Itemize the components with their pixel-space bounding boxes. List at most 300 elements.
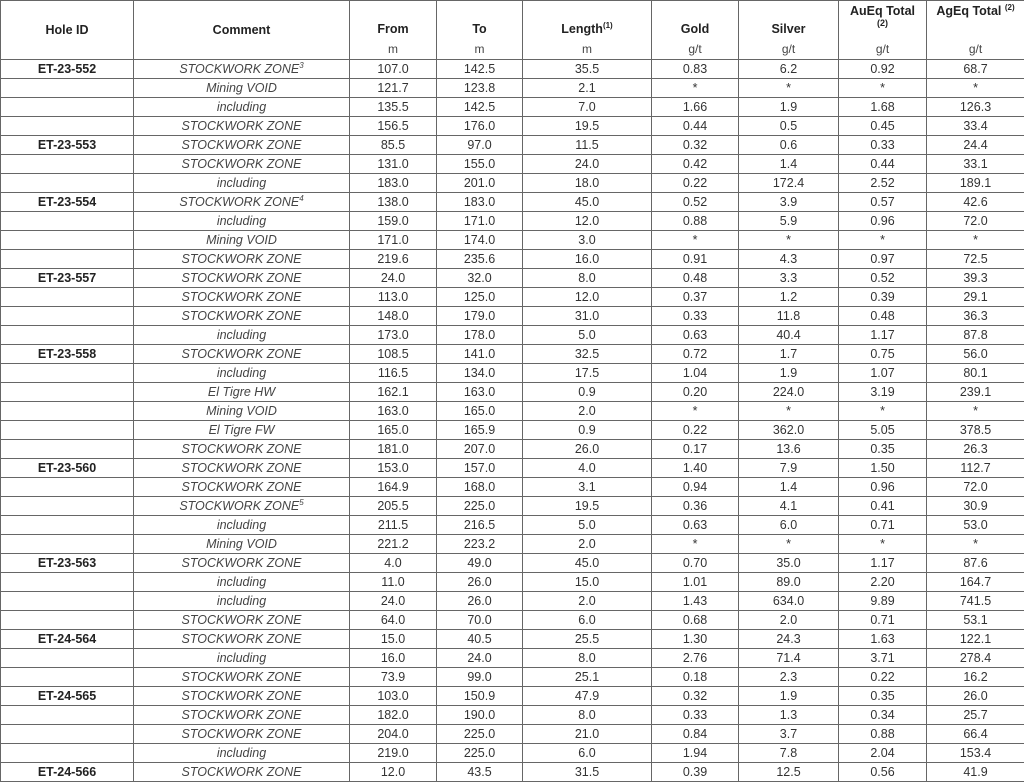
gold-cell: 0.17 xyxy=(652,440,739,459)
silver-cell: 6.0 xyxy=(739,516,839,535)
comment-cell xyxy=(134,535,350,554)
ageq-cell: 66.4 xyxy=(927,725,1024,744)
aueq-cell: 1.63 xyxy=(839,630,927,649)
length-cell: 0.9 xyxy=(523,383,652,402)
ageq-cell: 25.7 xyxy=(927,706,1024,725)
hole-id-cell xyxy=(1,250,134,269)
silver-cell: 13.6 xyxy=(739,440,839,459)
to-cell: 24.0 xyxy=(437,649,523,668)
header-aueq-footnote: (2) xyxy=(841,18,924,28)
comment-text: STOCKWORK ZONE xyxy=(182,290,302,304)
aueq-cell: * xyxy=(839,535,927,554)
length-cell: 21.0 xyxy=(523,725,652,744)
length-cell: 5.0 xyxy=(523,326,652,345)
silver-cell: 12.5 xyxy=(739,763,839,782)
aueq-cell: * xyxy=(839,402,927,421)
gold-cell: 0.22 xyxy=(652,421,739,440)
table-row xyxy=(1,573,1024,592)
hole-id-cell: ET-23-553 xyxy=(1,136,134,155)
length-cell: 3.0 xyxy=(523,231,652,250)
silver-cell: * xyxy=(739,535,839,554)
header-length-label: Length xyxy=(561,22,603,36)
length-cell: 12.0 xyxy=(523,288,652,307)
silver-cell: 0.5 xyxy=(739,117,839,136)
length-cell: 31.5 xyxy=(523,763,652,782)
table-row xyxy=(1,117,1024,136)
aueq-cell: 0.71 xyxy=(839,516,927,535)
hole-id-cell: ET-24-564 xyxy=(1,630,134,649)
hole-id-cell: ET-23-563 xyxy=(1,554,134,573)
comment-cell xyxy=(134,630,350,649)
gold-cell: 0.20 xyxy=(652,383,739,402)
to-cell: 40.5 xyxy=(437,630,523,649)
length-cell: 35.5 xyxy=(523,60,652,79)
table-row xyxy=(1,383,1024,402)
comment-text: STOCKWORK ZONE xyxy=(182,480,302,494)
gold-cell: * xyxy=(652,402,739,421)
ageq-cell: 112.7 xyxy=(927,459,1024,478)
to-cell: 223.2 xyxy=(437,535,523,554)
aueq-cell: 5.05 xyxy=(839,421,927,440)
comment-text: STOCKWORK ZONE xyxy=(182,252,302,266)
comment-text: STOCKWORK ZONE xyxy=(182,309,302,323)
table-row xyxy=(1,554,1024,573)
comment-cell xyxy=(134,421,350,440)
comment-text: STOCKWORK ZONE xyxy=(182,613,302,627)
table-row xyxy=(1,288,1024,307)
length-cell: 18.0 xyxy=(523,174,652,193)
hole-id-cell xyxy=(1,79,134,98)
length-cell: 45.0 xyxy=(523,193,652,212)
silver-cell: 11.8 xyxy=(739,307,839,326)
gold-cell: 0.44 xyxy=(652,117,739,136)
comment-text: Mining VOID xyxy=(206,233,277,247)
aueq-cell: 0.22 xyxy=(839,668,927,687)
ageq-cell: 56.0 xyxy=(927,345,1024,364)
table-row xyxy=(1,668,1024,687)
comment-text: STOCKWORK ZONE xyxy=(179,62,299,76)
gold-cell: 1.43 xyxy=(652,592,739,611)
comment-text: including xyxy=(217,366,266,380)
to-cell: 174.0 xyxy=(437,231,523,250)
from-cell: 211.5 xyxy=(350,516,437,535)
to-cell: 49.0 xyxy=(437,554,523,573)
aueq-cell: 1.07 xyxy=(839,364,927,383)
from-cell: 73.9 xyxy=(350,668,437,687)
from-cell: 163.0 xyxy=(350,402,437,421)
aueq-cell: 0.44 xyxy=(839,155,927,174)
aueq-cell: 2.52 xyxy=(839,174,927,193)
aueq-cell: 0.75 xyxy=(839,345,927,364)
table-row xyxy=(1,326,1024,345)
gold-cell: 1.66 xyxy=(652,98,739,117)
length-cell: 5.0 xyxy=(523,516,652,535)
from-cell: 205.5 xyxy=(350,497,437,516)
ageq-cell: * xyxy=(927,535,1024,554)
length-cell: 47.9 xyxy=(523,687,652,706)
from-cell: 16.0 xyxy=(350,649,437,668)
aueq-cell: 0.96 xyxy=(839,478,927,497)
header-hole-id: Hole ID xyxy=(1,1,134,60)
length-cell: 12.0 xyxy=(523,212,652,231)
comment-cell xyxy=(134,554,350,573)
gold-cell: 0.63 xyxy=(652,516,739,535)
comment-cell xyxy=(134,193,350,212)
table-row xyxy=(1,269,1024,288)
silver-cell: 4.1 xyxy=(739,497,839,516)
comment-cell xyxy=(134,136,350,155)
length-cell: 4.0 xyxy=(523,459,652,478)
from-cell: 181.0 xyxy=(350,440,437,459)
hole-id-cell: ET-24-566 xyxy=(1,763,134,782)
length-cell: 3.1 xyxy=(523,478,652,497)
header-silver: Silver xyxy=(739,1,839,40)
ageq-cell: 30.9 xyxy=(927,497,1024,516)
gold-cell: * xyxy=(652,79,739,98)
hole-id-cell xyxy=(1,535,134,554)
silver-cell: 1.4 xyxy=(739,478,839,497)
aueq-cell: 0.35 xyxy=(839,440,927,459)
table-row xyxy=(1,212,1024,231)
ageq-cell: * xyxy=(927,231,1024,250)
hole-id-cell xyxy=(1,592,134,611)
table-row xyxy=(1,630,1024,649)
ageq-cell: 29.1 xyxy=(927,288,1024,307)
comment-footnote: 3 xyxy=(299,61,303,70)
length-cell: 7.0 xyxy=(523,98,652,117)
hole-id-cell xyxy=(1,649,134,668)
silver-cell: 35.0 xyxy=(739,554,839,573)
ageq-cell: 26.3 xyxy=(927,440,1024,459)
gold-cell: * xyxy=(652,231,739,250)
silver-cell: 3.7 xyxy=(739,725,839,744)
unit-length: m xyxy=(523,39,652,60)
table-row xyxy=(1,79,1024,98)
ageq-cell: 53.1 xyxy=(927,611,1024,630)
aueq-cell: 0.41 xyxy=(839,497,927,516)
aueq-cell: 0.48 xyxy=(839,307,927,326)
to-cell: 201.0 xyxy=(437,174,523,193)
from-cell: 182.0 xyxy=(350,706,437,725)
from-cell: 173.0 xyxy=(350,326,437,345)
comment-text: including xyxy=(217,328,266,342)
silver-cell: 1.2 xyxy=(739,288,839,307)
ageq-cell: 68.7 xyxy=(927,60,1024,79)
table-row xyxy=(1,193,1024,212)
from-cell: 131.0 xyxy=(350,155,437,174)
gold-cell: 1.94 xyxy=(652,744,739,763)
table-header xyxy=(1,1,1024,60)
length-cell: 31.0 xyxy=(523,307,652,326)
silver-cell: * xyxy=(739,79,839,98)
comment-cell xyxy=(134,592,350,611)
hole-id-cell xyxy=(1,364,134,383)
table-row xyxy=(1,725,1024,744)
to-cell: 26.0 xyxy=(437,592,523,611)
aueq-cell: 0.52 xyxy=(839,269,927,288)
from-cell: 12.0 xyxy=(350,763,437,782)
length-cell: 8.0 xyxy=(523,269,652,288)
hole-id-cell xyxy=(1,725,134,744)
ageq-cell: 122.1 xyxy=(927,630,1024,649)
table-row xyxy=(1,649,1024,668)
comment-footnote: 5 xyxy=(299,498,303,507)
ageq-cell: 164.7 xyxy=(927,573,1024,592)
comment-text: STOCKWORK ZONE xyxy=(182,442,302,456)
to-cell: 165.9 xyxy=(437,421,523,440)
table-row xyxy=(1,744,1024,763)
to-cell: 171.0 xyxy=(437,212,523,231)
table-row xyxy=(1,307,1024,326)
gold-cell: 0.18 xyxy=(652,668,739,687)
length-cell: 6.0 xyxy=(523,744,652,763)
table-row xyxy=(1,706,1024,725)
gold-cell: 0.70 xyxy=(652,554,739,573)
comment-cell xyxy=(134,573,350,592)
comment-cell xyxy=(134,326,350,345)
hole-id-cell: ET-23-554 xyxy=(1,193,134,212)
aueq-cell: 1.17 xyxy=(839,326,927,345)
from-cell: 219.0 xyxy=(350,744,437,763)
comment-text: including xyxy=(217,746,266,760)
hole-id-cell: ET-23-557 xyxy=(1,269,134,288)
to-cell: 125.0 xyxy=(437,288,523,307)
comment-text: STOCKWORK ZONE xyxy=(182,461,302,475)
from-cell: 64.0 xyxy=(350,611,437,630)
table-row xyxy=(1,763,1024,782)
gold-cell: 0.84 xyxy=(652,725,739,744)
comment-text: including xyxy=(217,100,266,114)
comment-cell xyxy=(134,383,350,402)
gold-cell: 0.72 xyxy=(652,345,739,364)
length-cell: 0.9 xyxy=(523,421,652,440)
comment-cell xyxy=(134,364,350,383)
from-cell: 135.5 xyxy=(350,98,437,117)
length-cell: 32.5 xyxy=(523,345,652,364)
silver-cell: 3.3 xyxy=(739,269,839,288)
aueq-cell: 0.97 xyxy=(839,250,927,269)
header-ageq-footnote: (2) xyxy=(1005,3,1015,12)
comment-cell xyxy=(134,497,350,516)
ageq-cell: 239.1 xyxy=(927,383,1024,402)
comment-cell xyxy=(134,155,350,174)
to-cell: 123.8 xyxy=(437,79,523,98)
header-ageq-label: AgEq Total xyxy=(936,4,1001,18)
header-from: From xyxy=(350,1,437,40)
header-length xyxy=(523,1,652,40)
from-cell: 108.5 xyxy=(350,345,437,364)
length-cell: 16.0 xyxy=(523,250,652,269)
gold-cell: 0.33 xyxy=(652,706,739,725)
gold-cell: 0.63 xyxy=(652,326,739,345)
to-cell: 216.5 xyxy=(437,516,523,535)
aueq-cell: 0.71 xyxy=(839,611,927,630)
unit-silver: g/t xyxy=(739,39,839,60)
silver-cell: 172.4 xyxy=(739,174,839,193)
silver-cell: 89.0 xyxy=(739,573,839,592)
gold-cell: 0.94 xyxy=(652,478,739,497)
table-row xyxy=(1,231,1024,250)
from-cell: 116.5 xyxy=(350,364,437,383)
silver-cell: 1.9 xyxy=(739,98,839,117)
ageq-cell: * xyxy=(927,402,1024,421)
silver-cell: 2.0 xyxy=(739,611,839,630)
hole-id-cell xyxy=(1,98,134,117)
from-cell: 183.0 xyxy=(350,174,437,193)
from-cell: 138.0 xyxy=(350,193,437,212)
comment-cell xyxy=(134,478,350,497)
ageq-cell: 16.2 xyxy=(927,668,1024,687)
comment-text: STOCKWORK ZONE xyxy=(182,347,302,361)
to-cell: 225.0 xyxy=(437,744,523,763)
header-to: To xyxy=(437,1,523,40)
to-cell: 97.0 xyxy=(437,136,523,155)
to-cell: 163.0 xyxy=(437,383,523,402)
to-cell: 225.0 xyxy=(437,725,523,744)
table-row xyxy=(1,402,1024,421)
comment-cell xyxy=(134,668,350,687)
aueq-cell: 0.57 xyxy=(839,193,927,212)
comment-cell xyxy=(134,345,350,364)
aueq-cell: 0.45 xyxy=(839,117,927,136)
silver-cell: 4.3 xyxy=(739,250,839,269)
table-row xyxy=(1,60,1024,79)
length-cell: 19.5 xyxy=(523,117,652,136)
silver-cell: 1.3 xyxy=(739,706,839,725)
from-cell: 4.0 xyxy=(350,554,437,573)
comment-text: STOCKWORK ZONE xyxy=(182,157,302,171)
from-cell: 11.0 xyxy=(350,573,437,592)
table-row xyxy=(1,174,1024,193)
comment-cell xyxy=(134,212,350,231)
from-cell: 24.0 xyxy=(350,269,437,288)
gold-cell: 0.39 xyxy=(652,763,739,782)
gold-cell: 0.36 xyxy=(652,497,739,516)
aueq-cell: 0.39 xyxy=(839,288,927,307)
to-cell: 157.0 xyxy=(437,459,523,478)
comment-text: including xyxy=(217,651,266,665)
ageq-cell: 378.5 xyxy=(927,421,1024,440)
table-row xyxy=(1,516,1024,535)
comment-cell xyxy=(134,687,350,706)
hole-id-cell xyxy=(1,478,134,497)
aueq-cell: 0.34 xyxy=(839,706,927,725)
to-cell: 207.0 xyxy=(437,440,523,459)
comment-cell xyxy=(134,611,350,630)
silver-cell: 1.7 xyxy=(739,345,839,364)
table-row xyxy=(1,478,1024,497)
table-row xyxy=(1,592,1024,611)
from-cell: 153.0 xyxy=(350,459,437,478)
to-cell: 183.0 xyxy=(437,193,523,212)
hole-id-cell xyxy=(1,497,134,516)
ageq-cell: 189.1 xyxy=(927,174,1024,193)
ageq-cell: 80.1 xyxy=(927,364,1024,383)
aueq-cell: 9.89 xyxy=(839,592,927,611)
silver-cell: 1.9 xyxy=(739,687,839,706)
aueq-cell: 0.33 xyxy=(839,136,927,155)
length-cell: 17.5 xyxy=(523,364,652,383)
hole-id-cell: ET-23-560 xyxy=(1,459,134,478)
to-cell: 26.0 xyxy=(437,573,523,592)
table-row xyxy=(1,611,1024,630)
to-cell: 190.0 xyxy=(437,706,523,725)
table-row xyxy=(1,250,1024,269)
ageq-cell: 26.0 xyxy=(927,687,1024,706)
comment-cell xyxy=(134,459,350,478)
ageq-cell: 72.0 xyxy=(927,478,1024,497)
from-cell: 165.0 xyxy=(350,421,437,440)
comment-text: Mining VOID xyxy=(206,81,277,95)
comment-cell xyxy=(134,649,350,668)
comment-text: Mining VOID xyxy=(206,537,277,551)
to-cell: 70.0 xyxy=(437,611,523,630)
hole-id-cell xyxy=(1,212,134,231)
comment-text: STOCKWORK ZONE xyxy=(182,708,302,722)
hole-id-cell xyxy=(1,744,134,763)
ageq-cell: 87.8 xyxy=(927,326,1024,345)
silver-cell: 7.9 xyxy=(739,459,839,478)
gold-cell: 1.30 xyxy=(652,630,739,649)
to-cell: 99.0 xyxy=(437,668,523,687)
comment-text: STOCKWORK ZONE xyxy=(182,727,302,741)
to-cell: 134.0 xyxy=(437,364,523,383)
comment-cell xyxy=(134,79,350,98)
aueq-cell: 0.88 xyxy=(839,725,927,744)
table-row xyxy=(1,459,1024,478)
comment-text: STOCKWORK ZONE xyxy=(179,195,299,209)
to-cell: 235.6 xyxy=(437,250,523,269)
gold-cell: 0.52 xyxy=(652,193,739,212)
comment-text: including xyxy=(217,594,266,608)
silver-cell: * xyxy=(739,231,839,250)
from-cell: 121.7 xyxy=(350,79,437,98)
comment-text: Mining VOID xyxy=(206,404,277,418)
to-cell: 225.0 xyxy=(437,497,523,516)
unit-to: m xyxy=(437,39,523,60)
ageq-cell: * xyxy=(927,79,1024,98)
from-cell: 85.5 xyxy=(350,136,437,155)
comment-cell xyxy=(134,117,350,136)
gold-cell: 0.91 xyxy=(652,250,739,269)
unit-aueq: g/t xyxy=(839,39,927,60)
gold-cell: 0.32 xyxy=(652,687,739,706)
hole-id-cell xyxy=(1,516,134,535)
aueq-cell: 3.19 xyxy=(839,383,927,402)
comment-text: STOCKWORK ZONE xyxy=(179,499,299,513)
ageq-cell: 153.4 xyxy=(927,744,1024,763)
gold-cell: 1.40 xyxy=(652,459,739,478)
silver-cell: 362.0 xyxy=(739,421,839,440)
to-cell: 32.0 xyxy=(437,269,523,288)
hole-id-cell xyxy=(1,383,134,402)
comment-text: including xyxy=(217,176,266,190)
hole-id-cell xyxy=(1,611,134,630)
length-cell: 26.0 xyxy=(523,440,652,459)
table-row xyxy=(1,136,1024,155)
aueq-cell: 1.68 xyxy=(839,98,927,117)
hole-id-cell: ET-23-552 xyxy=(1,60,134,79)
gold-cell: 0.48 xyxy=(652,269,739,288)
ageq-cell: 87.6 xyxy=(927,554,1024,573)
ageq-cell: 39.3 xyxy=(927,269,1024,288)
hole-id-cell xyxy=(1,155,134,174)
from-cell: 204.0 xyxy=(350,725,437,744)
silver-cell: 5.9 xyxy=(739,212,839,231)
comment-text: STOCKWORK ZONE xyxy=(182,632,302,646)
gold-cell: 0.42 xyxy=(652,155,739,174)
ageq-cell: 53.0 xyxy=(927,516,1024,535)
